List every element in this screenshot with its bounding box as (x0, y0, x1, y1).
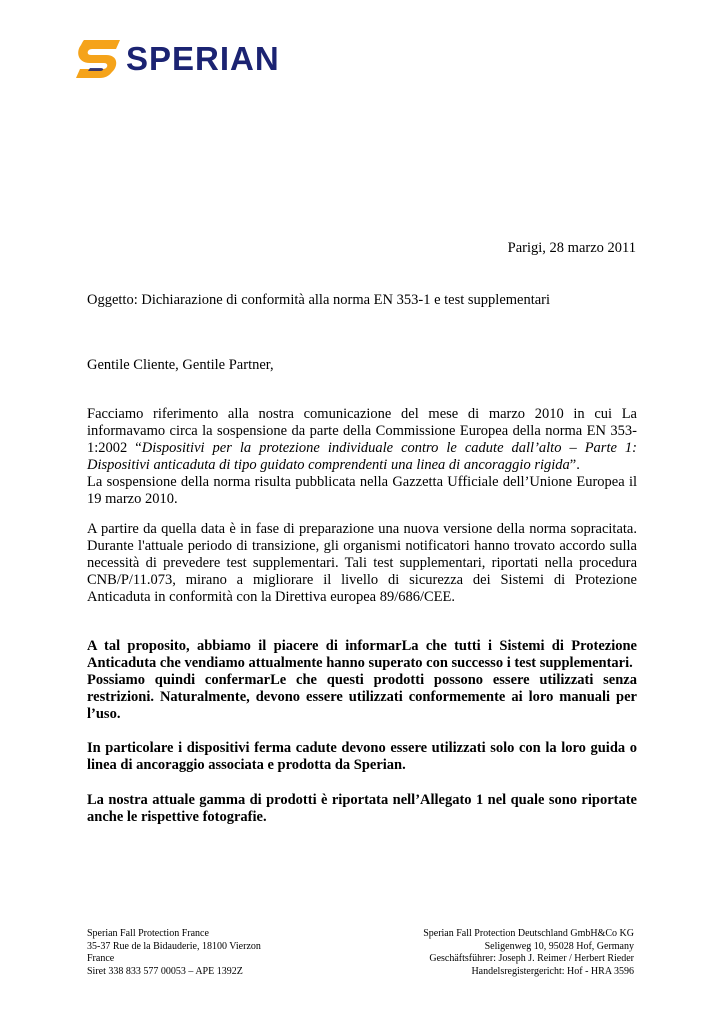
paragraph-line: La sospensione della norma risulta pubblicata nella Gazzetta Ufficiale dell’Unione Europea il (87, 474, 637, 490)
footer-line: Siret 338 833 577 00053 – APE 1392Z (87, 965, 243, 977)
letter-date: Parigi, 28 marzo 2011 (507, 240, 636, 256)
paragraph-line: A tal proposito, abbiamo il piacere di informarLa che tutti i Sistemi di Protezione (87, 638, 637, 654)
text-fragment: ”. (569, 457, 580, 473)
footer-line: Seligenweg 10, 95028 Hof, Germany (484, 940, 634, 952)
paragraph-line: 19 marzo 2010. (87, 491, 178, 507)
text-fragment: 1:2002 “ (87, 440, 142, 456)
paragraph-line: anche le rispettive fotografie. (87, 809, 267, 825)
logo-wordmark: SPERIAN (126, 40, 280, 77)
paragraph-line: Facciamo riferimento alla nostra comunicazione del mese di marzo 2010 in cui La (87, 406, 637, 422)
footer-line: Sperian Fall Protection France (87, 928, 209, 939)
paragraph-line (87, 440, 637, 457)
norm-title-italic: Dispositivi anticaduta di tipo guidato comprendenti una linea di ancoraggio rigida (87, 457, 570, 473)
paragraph-line (87, 457, 637, 474)
paragraph-3 (87, 638, 637, 723)
paragraph-line: A partire da quella data è in fase di preparazione una nuova versione della norma sopracitata. (87, 521, 637, 537)
paragraph-4 (87, 740, 637, 774)
paragraph-line: necessità di prevedere test supplementari. Tali test supplementari, riportati nella procedura (87, 555, 637, 571)
paragraph-line: linea di ancoraggio associata e prodotta da Sperian. (87, 757, 406, 773)
letter-subject: Oggetto: Dichiarazione di conformità alla norma EN 353-1 e test supplementari (87, 292, 551, 308)
paragraph-2 (87, 521, 637, 606)
norm-title-italic: Dispositivi per la protezione individuale contro le cadute dall’alto – Parte 1: (141, 440, 637, 456)
paragraph-line: l’uso. (87, 706, 121, 722)
paragraph-5 (87, 792, 637, 826)
sperian-logo (74, 38, 324, 80)
paragraph-line: Anticaduta che vendiamo attualmente hanno superato con successo i test supplementari. (87, 655, 633, 671)
footer-germany-address (423, 928, 634, 978)
sperian-s-mark-icon (74, 38, 122, 80)
footer-line: 35-37 Rue de la Bidauderie, 18100 Vierzon (87, 940, 261, 952)
paragraph-line: CNB/P/11.073, mirano a migliorare il livello di sicurezza dei Sistemi di Protezione (87, 572, 637, 588)
paragraph-1 (87, 406, 637, 508)
letter-greeting: Gentile Cliente, Gentile Partner, (87, 357, 274, 373)
footer-line: Sperian Fall Protection Deutschland GmbH&Co KG (423, 928, 634, 939)
footer-line: France (87, 953, 115, 964)
paragraph-line: restrizioni. Naturalmente, devono essere utilizzati conformemente ai loro manuali per (87, 689, 637, 705)
paragraph-line: informavamo circa la sospensione da parte della Commissione Europea della norma EN 353- (87, 423, 637, 439)
paragraph-line: In particolare i dispositivi ferma cadute devono essere utilizzati solo con la loro guida o (87, 740, 637, 756)
paragraph-line: Possiamo quindi confermarLe che questi prodotti possono essere utilizzati senza (87, 672, 637, 688)
footer-france-address (87, 928, 261, 978)
paragraph-line: La nostra attuale gamma di prodotti è riportata nell’Allegato 1 nel quale sono riportate (87, 792, 637, 808)
paragraph-line: Anticaduta in conformità con la Direttiva europea 89/686/CEE. (87, 589, 456, 605)
paragraph-line: Durante l'attuale periodo di transizione, gli organismi notificatori hanno trovato accordo sulla (87, 538, 637, 554)
footer-line: Handelsregistergericht: Hof - HRA 3596 (471, 965, 634, 977)
footer-line: Geschäftsführer: Joseph J. Reimer / Herbert Rieder (429, 953, 634, 964)
